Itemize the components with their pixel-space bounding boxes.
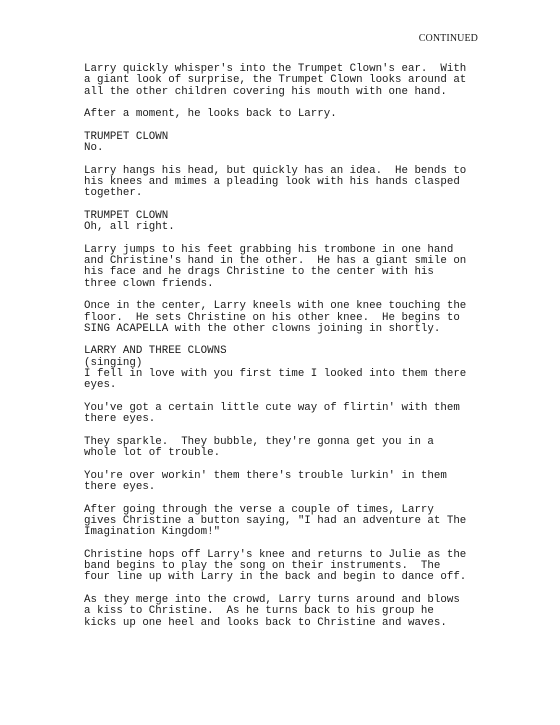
dialogue-song-verse-2: You've got a certain little cute way of flirtin' with them there eyes. (84, 401, 460, 426)
action-look-back: After a moment, he looks back to Larry. (84, 108, 337, 121)
dialogue-song-verse-3: They sparkle. They bubble, they're gonna get you in a whole lot of trouble. (84, 435, 434, 460)
action-hangs-head: Larry hangs his head, but quickly has an idea. He bends to his knees and mimes a pleading look with his hands clasped together. (84, 164, 467, 200)
dialogue-song-verse-4: You're over workin' them there's trouble lurkin' in them there eyes. (84, 469, 447, 493)
action-blows-kiss: As they merge into the crowd, Larry turns around and blows a kiss to Christine. As he turns back to his group he kicks up one heel and looks back to Christine and waves. (84, 593, 460, 629)
action-whisper: Larry quickly whisper's into the Trumpet Clown's ear. With a giant look of surprise, the Trumpet Clown looks around at all the other children covering his mouth with one hand. (84, 63, 467, 98)
script-body (84, 64, 484, 640)
continued-marker: CONTINUED (418, 33, 478, 44)
dialogue-trumpet-clown-all-right: TRUMPET CLOWN Oh, all right. (84, 209, 175, 234)
action-button-gift: After going through the verse a couple of times, Larry gives Christine a button saying, "I had an adventure at The Imagination Kingdom!" (84, 503, 467, 539)
action-hops-off: Christine hops off Larry's knee and returns to Julie as the band begins to play the song on their instruments. The four line up with Larry in the back and begin to dance off. (84, 548, 467, 584)
dialogue-trumpet-clown-no: TRUMPET CLOWN No. (84, 130, 169, 155)
action-jumps-to-feet: Larry jumps to his feet grabbing his trombone in one hand and Christine's hand in the other. He has a giant smile on his face and he drags Christine to the center with his three clown friends. (84, 243, 467, 290)
action-kneels: Once in the center, Larry kneels with one knee touching the floor. He sets Christine on his other knee. He begins to SING ACAPELLA with the other clowns joining in shortly. (84, 300, 467, 335)
dialogue-song-verse-1: LARRY AND THREE CLOWNS (singing) I fell in love with you first time I looked into them there eyes. (84, 345, 467, 392)
